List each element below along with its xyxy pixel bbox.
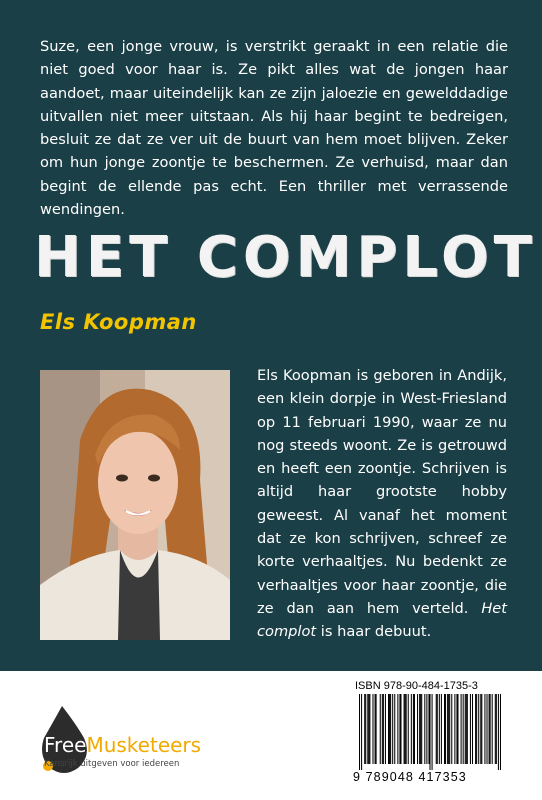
barcode-bar [385,694,386,764]
barcode-bar [372,694,373,764]
barcode-bar [476,694,477,764]
barcode-bar [367,694,368,764]
barcode-bar [480,694,481,764]
barcode-bars [359,694,501,770]
barcode-bar [444,694,445,764]
bio-text-after: is haar debuut. [316,623,432,641]
barcode-bar [380,694,381,764]
barcode-bar [492,694,493,764]
barcode [353,680,505,785]
barcode-bar [426,694,427,764]
barcode-bar [486,694,487,764]
barcode-bar [496,694,497,764]
barcode-bar [481,694,482,764]
barcode-bar [397,694,398,764]
barcode-bar [392,694,393,764]
barcode-bar [404,694,405,764]
barcode-bar [461,694,462,764]
barcode-bar [456,694,457,764]
barcode-bar [383,694,384,764]
barcode-bar [470,694,471,764]
barcode-bar [429,694,430,770]
barcode-bar [448,694,449,764]
barcode-bar [467,694,468,764]
barcode-bar [382,694,383,764]
barcode-bar [413,694,414,764]
publisher-name-musketeers: Musketeers [86,733,202,757]
author-name: Els Koopman [40,310,197,334]
barcode-bar [405,694,406,764]
barcode-bar [449,694,450,764]
barcode-bar [400,694,401,764]
barcode-bar [495,694,496,764]
barcode-bar [466,694,467,764]
barcode-bar [408,694,409,764]
barcode-bar [390,694,391,764]
barcode-digits: 9 789048 417353 [353,770,467,784]
barcode-bar [475,694,476,764]
barcode-bar [498,694,499,770]
portrait-illustration [40,370,230,640]
barcode-bar [437,694,438,764]
barcode-bar [421,694,422,764]
barcode-bar [451,694,452,764]
barcode-bar [388,694,389,764]
barcode-bar [394,694,395,764]
barcode-bar [428,694,429,764]
publisher-name-free: Free [44,733,87,757]
barcode-bar [419,694,420,764]
barcode-bar [484,694,485,764]
barcode-bar [361,694,362,770]
barcode-bar [457,694,458,764]
publisher-logo [34,706,204,776]
barcode-bar [420,694,421,764]
barcode-bar [445,694,446,764]
bio-book-title: Het complot [257,599,507,641]
publisher-tagline: Kansrijk uitgeven voor iedereen [44,759,180,769]
barcode-bar [414,694,415,764]
publisher-name [44,733,201,757]
barcode-bar [478,694,479,764]
barcode-bar [364,694,365,764]
barcode-bar [489,694,490,764]
barcode-bar [463,694,464,764]
barcode-bar [369,694,370,764]
book-blurb: Suze, een jonge vrouw, is verstrikt geraakt in een relatie die niet goed voor haar is. Ze pikt alles wat de jongen haar aandoet, maar uiteindelijk kan ze zijn jaloezie en gewelddadige uitvallen niet meer uitstaan. Als hij haar begint te bedreigen, besluit ze dat ze ver uit de buurt van hem moet blijven. Zeker om hun jonge zoontje te beschermen. Ze verhuisd, maar dan begint de ellende pas echt. Een thriller met verrassende wendingen. [40,38,508,219]
isbn-label: ISBN 978-90-484-1735-3 [355,680,478,692]
author-portrait-photo [40,370,230,640]
book-title: HET COMPLOT [34,225,537,290]
barcode-bar [439,694,440,764]
author-bio [257,364,507,644]
barcode-bar [376,694,377,764]
barcode-bar [365,694,366,764]
barcode-bar [417,694,418,764]
barcode-bar [465,694,466,764]
barcode-bar [500,694,501,770]
barcode-bar [441,694,442,764]
barcode-bar [359,694,360,770]
barcode-bar [368,694,369,764]
barcode-bar [389,694,390,764]
barcode-bar [399,694,400,764]
barcode-bar [411,694,412,764]
barcode-bar [406,694,407,764]
barcode-bar [472,694,473,764]
barcode-bar [454,694,455,764]
barcode-bar [447,694,448,764]
bio-text-before: Els Koopman is geboren in Andijk, een klein dorpje in West-Friesland op 11 februari 1990, waar ze nu nog steeds woont. Ze is getrouwd en heeft een zoontje. Schrijven is altijd haar grootste hobby geweest. Al vanaf het moment dat ze kon schrijven, schreef ze korte verhaaltjes. Nu bedenkt ze verhaaltjes voor haar zoontje, die ze dan aan hem verteld. [257,367,507,617]
barcode-bar [432,694,433,770]
barcode-bar [490,694,491,764]
barcode-bar [436,694,437,764]
barcode-bar [375,694,376,764]
barcode-bar [424,694,425,764]
